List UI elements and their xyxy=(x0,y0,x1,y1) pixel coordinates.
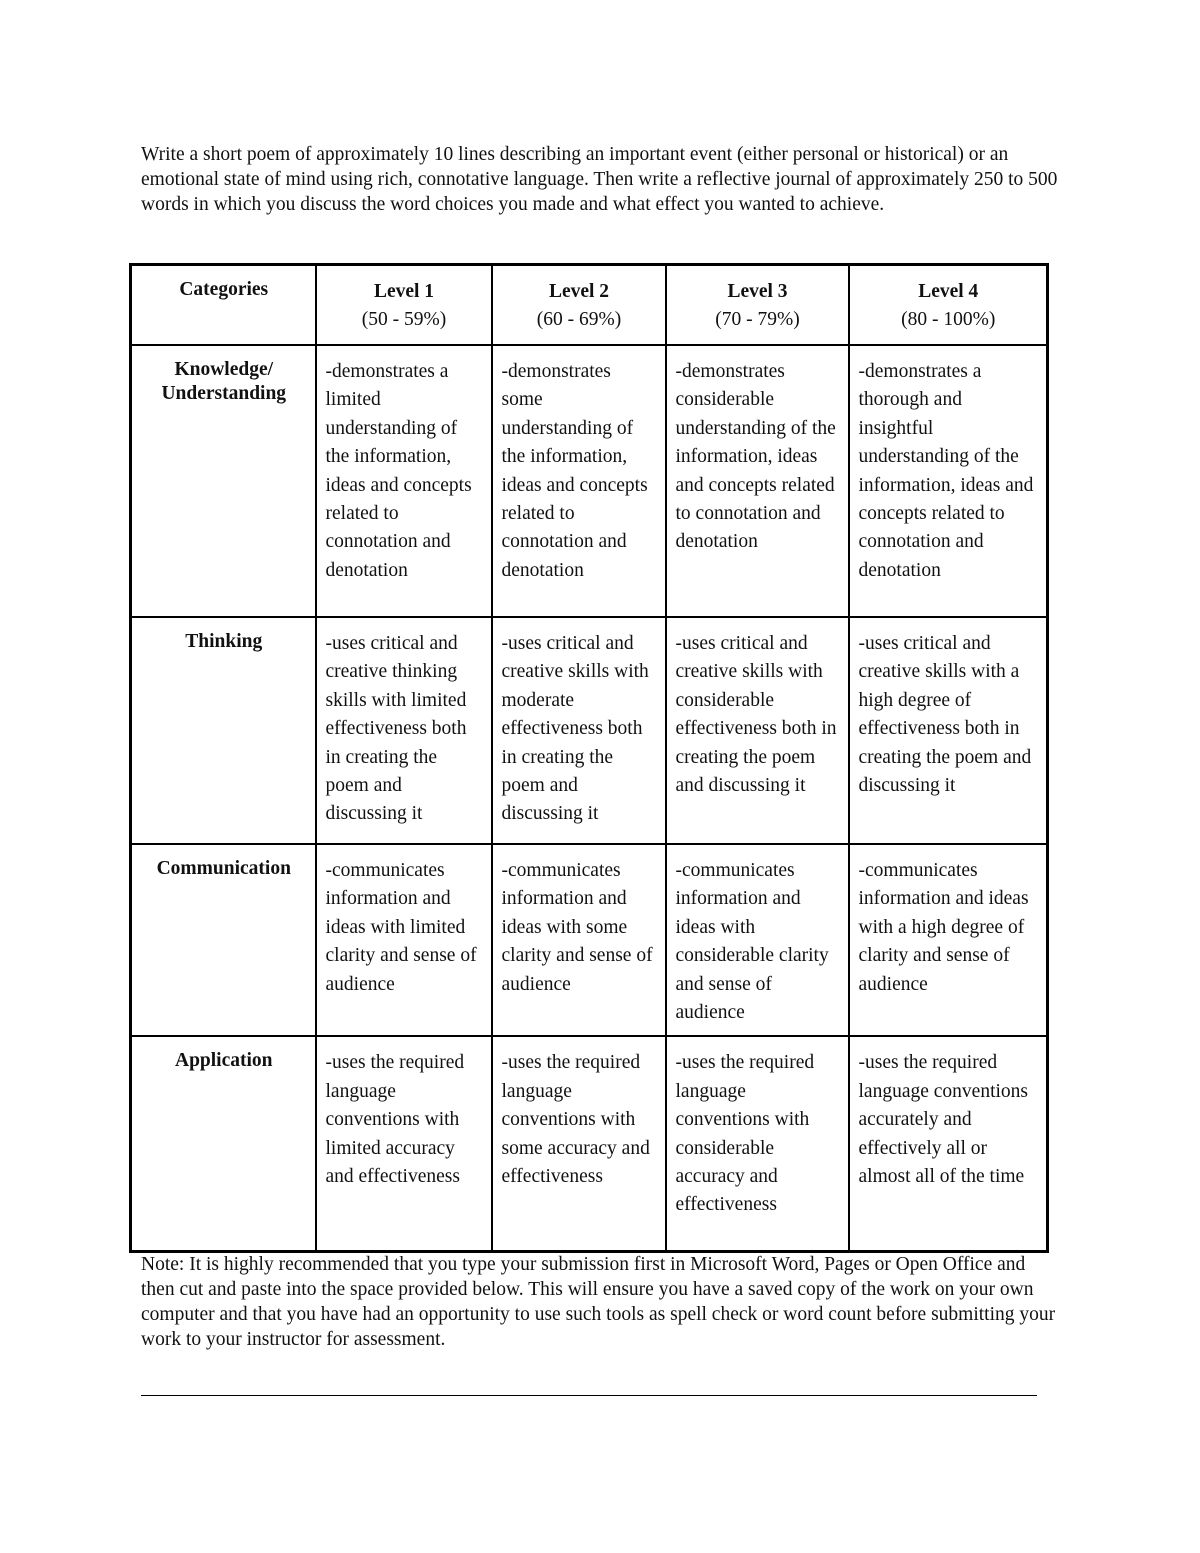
horizontal-rule xyxy=(141,1395,1037,1396)
rubric-cell: -uses critical and creative skills with considerable effectiveness both in creating the poem and discussing it xyxy=(666,617,849,844)
rubric-cell: -uses critical and creative skills with moderate effectiveness both in creating the poem and discussing it xyxy=(492,617,666,844)
category-thinking: Thinking xyxy=(131,617,316,844)
rubric-cell: -communicates information and ideas with a high degree of clarity and sense of audience xyxy=(849,844,1048,1036)
rubric-cell: -uses the required language conventions with some accuracy and effectiveness xyxy=(492,1036,666,1252)
rubric-cell: -uses the required language conventions accurately and effectively all or almost all of the time xyxy=(849,1036,1048,1252)
rubric-cell: -uses the required language conventions with limited accuracy and effectiveness xyxy=(316,1036,492,1252)
rubric-cell: -demonstrates a limited understanding of the information, ideas and concepts related to connotation and denotation xyxy=(316,345,492,617)
rubric-row-communication xyxy=(131,844,1048,1036)
rubric-cell: -demonstrates considerable understanding of the information, ideas and concepts related to connotation and denotation xyxy=(666,345,849,617)
level-range: (70 - 79%) xyxy=(715,309,800,331)
category-communication: Communication xyxy=(131,844,316,1036)
rubric-cell: -uses the required language conventions with considerable accuracy and effectiveness xyxy=(666,1036,849,1252)
level-name: Level 3 xyxy=(727,281,788,302)
rubric-row-knowledge xyxy=(131,345,1048,617)
rubric-cell: -uses critical and creative thinking skills with limited effectiveness both in creating the poem and discussing it xyxy=(316,617,492,844)
rubric-cell: -communicates information and ideas with some clarity and sense of audience xyxy=(492,844,666,1036)
assignment-instructions: Write a short poem of approximately 10 lines describing an important event (either personal or historical) or an emotional state of mind using rich, connotative language. Then write a reflective journal of approximately 250 to 500 words in which you discuss the word choices you made and what effect you wanted to achieve. xyxy=(141,144,1058,215)
rubric-table xyxy=(129,263,1049,1253)
level-name: Level 2 xyxy=(548,281,610,302)
level-3-header xyxy=(666,265,849,346)
level-range: (50 - 59%) xyxy=(361,309,447,331)
submission-note: Note: It is highly recommended that you type your submission first in Microsoft Word, Pages or Open Office and then cut and paste into the space provided below. This will ensure you have a saved copy of the work on your own computer and that you have had an opportunity to use such tools as spell check or word count before submitting your work to your instructor for assessment. xyxy=(141,1254,1056,1350)
rubric-cell: -uses critical and creative skills with a high degree of effectiveness both in creating the poem and discussing it xyxy=(849,617,1048,844)
category-application: Application xyxy=(131,1036,316,1252)
level-range: (60 - 69%) xyxy=(536,309,622,331)
level-4-header xyxy=(849,265,1048,346)
level-1-header xyxy=(316,265,492,346)
level-name: Level 4 xyxy=(918,281,979,302)
level-2-header xyxy=(492,265,666,346)
rubric-row-application xyxy=(131,1036,1048,1252)
rubric-cell: -communicates information and ideas with limited clarity and sense of audience xyxy=(316,844,492,1036)
rubric-cell: -demonstrates a thorough and insightful understanding of the information, ideas and concepts related to connotation and denotation xyxy=(849,345,1048,617)
rubric-cell: -demonstrates some understanding of the information, ideas and concepts related to connotation and denotation xyxy=(492,345,666,617)
rubric-row-thinking xyxy=(131,617,1048,844)
level-range: (80 - 100%) xyxy=(901,309,996,331)
category-knowledge-understanding: Knowledge/ Understanding xyxy=(131,345,316,617)
rubric-header-row xyxy=(131,265,1048,346)
level-name: Level 1 xyxy=(373,281,435,302)
rubric-cell: -communicates information and ideas with considerable clarity and sense of audience xyxy=(666,844,849,1036)
categories-header: Categories xyxy=(131,265,316,346)
